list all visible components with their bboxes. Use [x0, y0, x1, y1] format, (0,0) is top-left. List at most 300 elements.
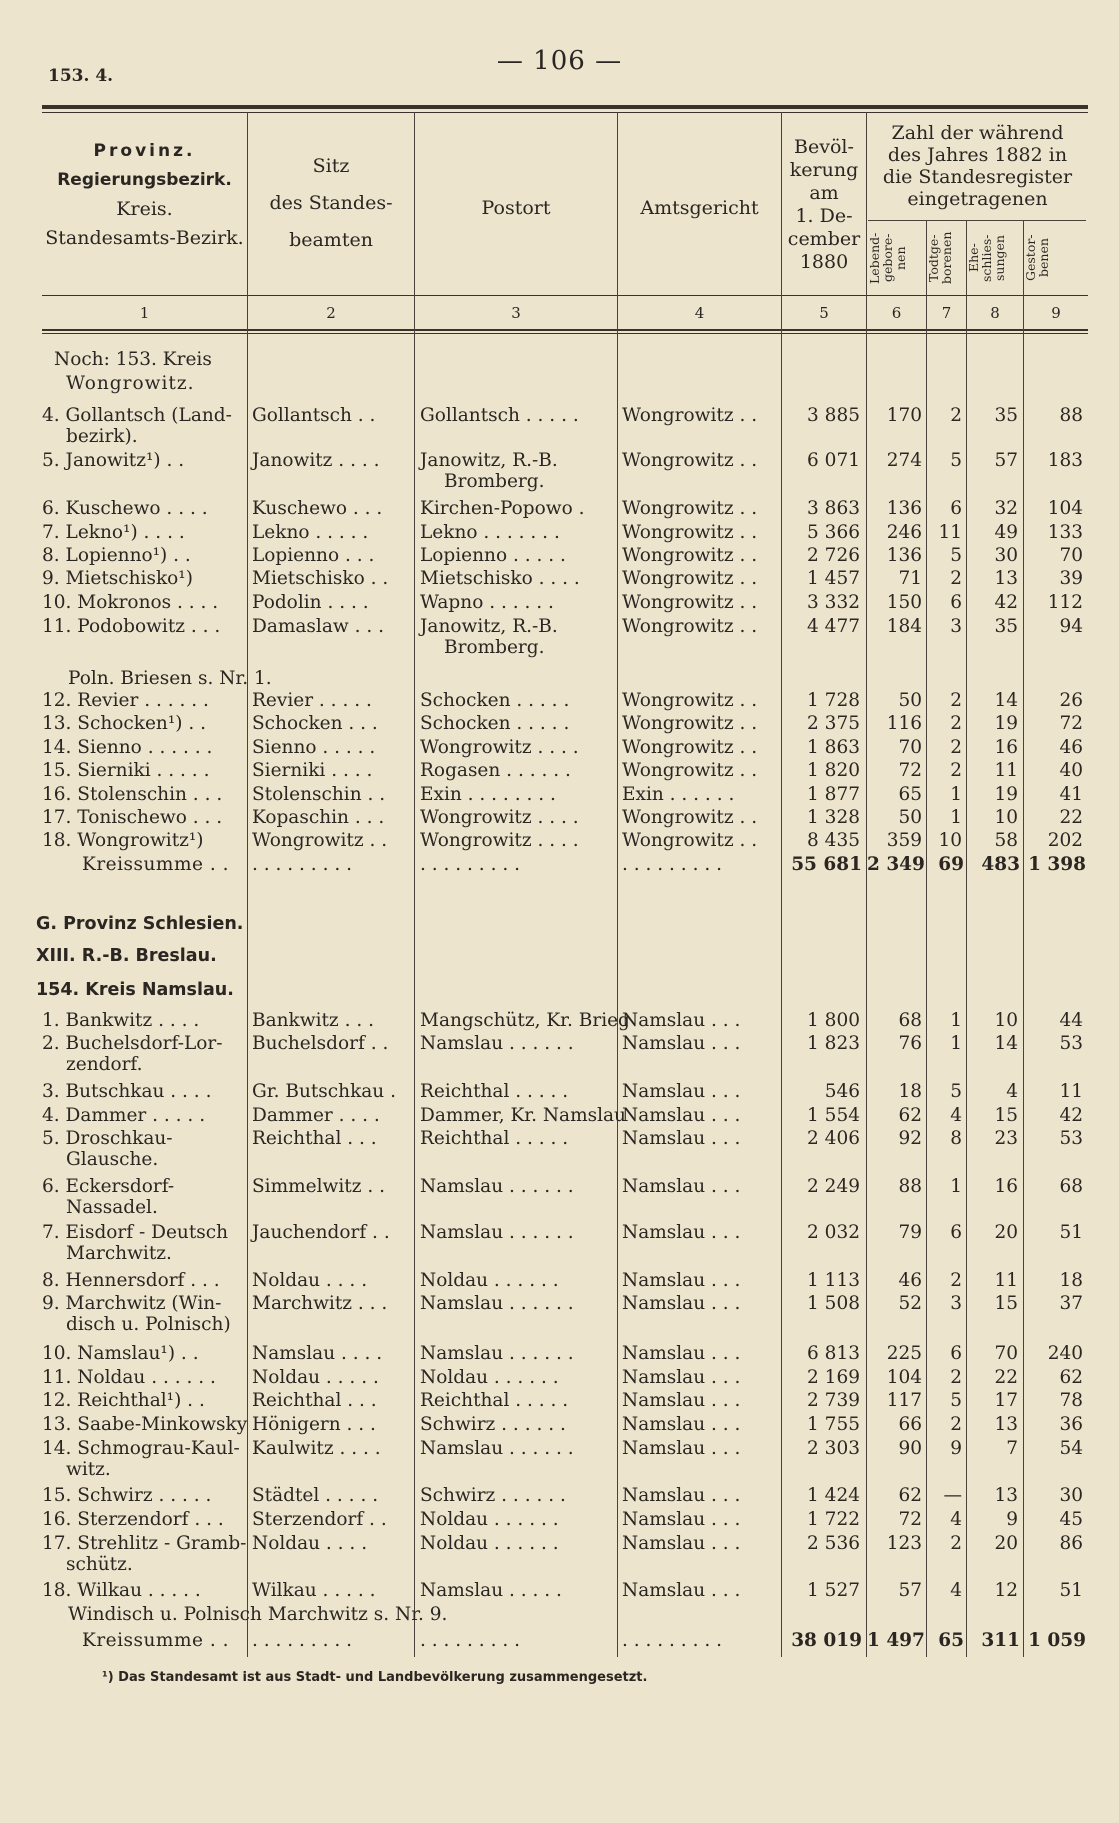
station-name	[42, 1438, 240, 1480]
postort	[420, 545, 566, 566]
value-c5: 2 169	[807, 1367, 860, 1388]
postort-line: Rogasen . . . . . .	[420, 760, 571, 781]
sitz: Marchwitz . . .	[252, 1293, 388, 1314]
value-c7: 1	[950, 784, 962, 805]
value-c9: 133	[1047, 522, 1083, 543]
value-c9: 183	[1047, 450, 1083, 471]
postort	[420, 1010, 630, 1031]
station-name-line: disch u. Polnisch)	[66, 1314, 231, 1335]
value-c8: 20	[994, 1533, 1018, 1554]
postort	[420, 1293, 574, 1314]
value-c5: 546	[824, 1081, 860, 1102]
postort	[420, 522, 560, 543]
value-c8: 13	[994, 1485, 1018, 1506]
postort-line: Schocken . . . . .	[420, 713, 570, 734]
value-c8: 19	[994, 784, 1018, 805]
station-name-line: 16. Stolenschin . . .	[42, 784, 223, 805]
sitz: Hönigern . . .	[252, 1414, 376, 1435]
total-c2: . . . . . . . . .	[252, 854, 352, 875]
value-c6: 123	[886, 1533, 922, 1554]
col1-header	[42, 140, 247, 250]
header-bevoel: Bevöl-	[794, 136, 854, 158]
sitz: Buchelsdorf . .	[252, 1033, 389, 1054]
station-name	[42, 807, 222, 828]
value-c5: 2 303	[807, 1438, 860, 1459]
station-name	[42, 1580, 201, 1601]
postort	[420, 1033, 574, 1054]
station-name-line: 6. Kuschewo . . . .	[42, 498, 208, 519]
col8-header	[967, 224, 1023, 292]
section-provinz-schlesien: G. Provinz Schlesien.	[36, 914, 244, 934]
header-borenen: borenen	[939, 231, 954, 285]
col-line-3	[617, 112, 618, 1657]
value-c9: 42	[1059, 1105, 1083, 1126]
value-c6: 57	[898, 1580, 922, 1601]
group-rule	[868, 220, 1086, 221]
value-c5: 1 424	[807, 1485, 860, 1506]
postort	[420, 713, 569, 734]
header-sungen: sungen	[992, 235, 1007, 281]
value-c6: 62	[898, 1485, 922, 1506]
value-c6: 79	[898, 1222, 922, 1243]
station-name-line: 5. Droschkau-	[42, 1128, 173, 1149]
col6-header	[868, 224, 926, 292]
total-c4: . . . . . . . . .	[622, 1630, 722, 1651]
sitz: Lekno . . . . .	[252, 522, 369, 543]
amtsgericht: Wongrowitz . .	[622, 737, 758, 758]
station-name-line: Nassadel.	[66, 1197, 158, 1218]
station-name	[42, 1222, 228, 1264]
value-c9: 72	[1059, 713, 1083, 734]
postort-line: Janowitz, R.-B.	[420, 450, 558, 471]
postort	[420, 1509, 559, 1530]
amtsgericht: Namslau . . .	[622, 1438, 741, 1459]
section-line-1: Noch: 153. Kreis	[54, 349, 212, 370]
colnum-2: 2	[326, 304, 336, 322]
sitz: Lopienno . . .	[252, 545, 375, 566]
postort	[420, 1390, 568, 1411]
colnum-4: 4	[694, 304, 705, 322]
value-c7: 10	[938, 830, 962, 851]
value-c5: 1 728	[807, 690, 860, 711]
group-line-4: eingetragenen	[907, 188, 1048, 210]
postort	[420, 1580, 562, 1601]
value-c8: 16	[994, 1176, 1018, 1197]
header-regierungsbezirk: Regierungsbezirk.	[57, 170, 232, 190]
postort-line: Exin . . . . . . . .	[420, 784, 556, 805]
value-c6: 92	[898, 1128, 922, 1149]
postort	[420, 1367, 559, 1388]
station-name-line: 8. Lopienno¹) . .	[42, 545, 191, 566]
station-name	[42, 1033, 222, 1075]
postort	[420, 690, 569, 711]
value-c5: 1 527	[807, 1580, 860, 1601]
station-name	[42, 592, 218, 613]
value-c8: 14	[994, 1033, 1018, 1054]
station-name-line: 15. Sierniki . . . . .	[42, 760, 210, 781]
value-c8: 10	[994, 1010, 1018, 1031]
value-c6: 66	[898, 1414, 922, 1435]
sitz: Kaulwitz . . . .	[252, 1438, 381, 1459]
value-c9: 39	[1059, 568, 1083, 589]
station-name-line: 11. Podobowitz . . .	[42, 616, 221, 637]
amtsgericht: Wongrowitz . .	[622, 713, 758, 734]
header-des-standes: des Standes-	[269, 192, 393, 214]
value-c5: 1 457	[807, 568, 860, 589]
total-c7: 65	[938, 1630, 964, 1651]
value-c5: 8 435	[807, 830, 860, 851]
total-c9: 1 059	[1028, 1630, 1086, 1651]
section-kreis-wongrowitz	[54, 348, 212, 396]
value-c7: 2	[950, 405, 962, 426]
sitz: Stolenschin . .	[252, 784, 386, 805]
postort	[420, 784, 556, 805]
value-c9: 37	[1059, 1293, 1083, 1314]
top-rule-thin	[42, 112, 1088, 113]
value-c7: 2	[950, 713, 962, 734]
value-c6: 50	[898, 807, 922, 828]
station-name	[42, 568, 193, 589]
postort	[420, 616, 558, 658]
station-name-line: bezirk).	[66, 426, 138, 447]
sitz: Mietschisko . .	[252, 568, 389, 589]
value-c9: 70	[1059, 545, 1083, 566]
sitz: Damaslaw . . .	[252, 616, 384, 637]
value-c5: 3 863	[807, 498, 860, 519]
station-name-line: 4. Dammer . . . . .	[42, 1105, 206, 1126]
amtsgericht: Namslau . . .	[622, 1343, 741, 1364]
amtsgericht: Wongrowitz . .	[622, 690, 758, 711]
value-c5: 2 032	[807, 1222, 860, 1243]
value-c6: 359	[886, 830, 922, 851]
station-name-line: 15. Schwirz . . . . .	[42, 1485, 212, 1506]
amtsgericht: Namslau . . .	[622, 1128, 741, 1149]
value-c6: 50	[898, 690, 922, 711]
value-c9: 40	[1059, 760, 1083, 781]
value-c5: 2 726	[807, 545, 860, 566]
value-c5: 2 739	[807, 1390, 860, 1411]
station-name-line: 3. Butschkau . . . .	[42, 1081, 212, 1102]
postort	[420, 568, 580, 589]
value-c5: 4 477	[807, 616, 860, 637]
postort-line: Gollantsch . . . . .	[420, 405, 579, 426]
sitz: Namslau . . . .	[252, 1343, 383, 1364]
amtsgericht: Wongrowitz . .	[622, 522, 758, 543]
value-c8: 16	[994, 737, 1018, 758]
postort	[420, 1105, 626, 1126]
header-1880: 1880	[799, 251, 849, 273]
postort	[420, 760, 571, 781]
value-c7: 2	[950, 690, 962, 711]
col2-header	[248, 155, 414, 252]
station-name	[42, 1414, 247, 1435]
value-c8: 57	[994, 450, 1018, 471]
value-c7: 4	[950, 1580, 962, 1601]
station-name-line: 9. Mietschisko¹)	[42, 568, 193, 589]
value-c7: 4	[950, 1509, 962, 1530]
station-name-line: 4. Gollantsch (Land-	[42, 405, 232, 426]
value-c5: 3 332	[807, 592, 860, 613]
value-c9: 41	[1059, 784, 1083, 805]
station-name-line: 16. Sterzendorf . . .	[42, 1509, 224, 1530]
header-sitz: Sitz	[312, 155, 350, 177]
value-c5: 1 554	[807, 1105, 860, 1126]
postort-line: Schocken . . . . .	[420, 690, 570, 711]
amtsgericht: Namslau . . .	[622, 1176, 741, 1197]
sitz: Noldau . . . .	[252, 1270, 368, 1291]
value-c6: 90	[898, 1438, 922, 1459]
value-c6: 274	[886, 450, 922, 471]
postort-line: Namslau . . . . . .	[420, 1293, 574, 1314]
amtsgericht: Wongrowitz . .	[622, 568, 758, 589]
postort	[420, 498, 585, 519]
value-c8: 30	[994, 545, 1018, 566]
value-c5: 1 800	[807, 1010, 860, 1031]
value-c8: 12	[994, 1580, 1018, 1601]
total-c5: 55 681	[791, 854, 862, 875]
value-c6: 46	[898, 1270, 922, 1291]
postort-line: Lekno . . . . . . .	[420, 522, 560, 543]
value-c5: 5 366	[807, 522, 860, 543]
station-name-line: Glausche.	[66, 1149, 159, 1170]
value-c9: 18	[1059, 1270, 1083, 1291]
amtsgericht: Wongrowitz . .	[622, 760, 758, 781]
amtsgericht: Namslau . . .	[622, 1293, 741, 1314]
sitz: Noldau . . . .	[252, 1533, 368, 1554]
station-name-line: 8. Hennersdorf . . .	[42, 1270, 220, 1291]
postort	[420, 1081, 568, 1102]
header-kerung: kerung	[789, 159, 859, 181]
station-name-line: 10. Namslau¹) . .	[42, 1343, 199, 1364]
value-c7: 2	[950, 1270, 962, 1291]
amtsgericht: Namslau . . .	[622, 1533, 741, 1554]
sitz: Revier . . . . .	[252, 690, 372, 711]
value-c9: 240	[1047, 1343, 1083, 1364]
value-c7: 6	[950, 1343, 962, 1364]
header-gestor: Gestor-	[1023, 234, 1038, 282]
amtsgericht: Wongrowitz . .	[622, 450, 758, 471]
total-c9: 1 398	[1028, 854, 1086, 875]
amtsgericht: Namslau . . .	[622, 1010, 741, 1031]
col9-header	[1024, 224, 1088, 292]
postort	[420, 1414, 566, 1435]
value-c5: 1 722	[807, 1509, 860, 1530]
value-c8: 13	[994, 1414, 1018, 1435]
station-name-line: 14. Sienno . . . . . .	[42, 737, 213, 758]
colnum-1: 1	[139, 304, 150, 322]
station-name-line: 12. Revier . . . . . .	[42, 690, 209, 711]
value-c8: 10	[994, 807, 1018, 828]
value-c5: 1 755	[807, 1414, 860, 1435]
kreissumme-label: Kreissumme . .	[82, 1630, 229, 1651]
header-todtge: Todtge-	[926, 234, 941, 282]
postort-line: Mangschütz, Kr. Brieg	[420, 1010, 630, 1031]
station-name	[42, 1509, 224, 1530]
value-c7: —	[943, 1485, 962, 1506]
header-ehe: Ehe-	[966, 243, 981, 273]
sitz: Kuschewo . . .	[252, 498, 383, 519]
header-standesamts-bezirk: Standesamts-Bezirk.	[45, 227, 244, 249]
value-c6: 68	[898, 1010, 922, 1031]
value-c6: 76	[898, 1033, 922, 1054]
value-c8: 7	[1006, 1438, 1018, 1459]
station-name	[42, 545, 191, 566]
station-name-line: 18. Wongrowitz¹)	[42, 830, 204, 851]
station-name	[42, 713, 206, 734]
station-name	[42, 784, 222, 805]
value-c5: 3 885	[807, 405, 860, 426]
postort	[420, 1176, 574, 1197]
station-name-line: 2. Buchelsdorf-Lor-	[42, 1033, 223, 1054]
col4-header: Amtsgericht	[640, 197, 759, 219]
value-c7: 6	[950, 592, 962, 613]
value-c7: 2	[950, 1414, 962, 1435]
station-name	[42, 1128, 173, 1170]
header-benen: benen	[1036, 238, 1051, 278]
sitz: Sierniki . . . .	[252, 760, 373, 781]
postort	[420, 807, 579, 828]
value-c9: 11	[1059, 1081, 1083, 1102]
sitz: Simmelwitz . .	[252, 1176, 385, 1197]
value-c6: 88	[898, 1176, 922, 1197]
station-name-line: 17. Tonischewo . . .	[42, 807, 223, 828]
station-name-line: schütz.	[66, 1554, 133, 1575]
value-c6: 170	[886, 405, 922, 426]
amtsgericht: Wongrowitz . .	[622, 807, 758, 828]
footnote: ¹) Das Standesamt ist aus Stadt- und Landbevölkerung zusammengesetzt.	[102, 1670, 648, 1685]
postort-line: Namslau . . . . .	[420, 1580, 562, 1601]
postort-line: Wongrowitz . . . .	[420, 830, 579, 851]
total-c2: . . . . . . . . .	[252, 1630, 352, 1651]
sitz: Reichthal . . .	[252, 1128, 377, 1149]
value-c5: 1 508	[807, 1293, 860, 1314]
postort	[420, 1128, 568, 1149]
total-c3: . . . . . . . . .	[420, 1630, 520, 1651]
station-name	[42, 1485, 211, 1506]
station-name-line: Marchwitz.	[66, 1243, 172, 1264]
value-c8: 4	[1006, 1081, 1018, 1102]
amtsgericht: Wongrowitz . .	[622, 616, 758, 637]
postort-line: Schwirz . . . . . .	[420, 1485, 566, 1506]
colnum-6: 6	[891, 304, 902, 322]
postort-line: Noldau . . . . . .	[420, 1509, 559, 1530]
station-name	[42, 737, 212, 758]
sitz: Janowitz . . . .	[252, 450, 380, 471]
value-c8: 58	[994, 830, 1018, 851]
value-c7: 2	[950, 1367, 962, 1388]
value-c8: 15	[994, 1105, 1018, 1126]
amtsgericht: Namslau . . .	[622, 1270, 741, 1291]
station-name-line: 13. Saabe-Minkowsky	[42, 1414, 248, 1435]
value-c6: 150	[886, 592, 922, 613]
postort	[420, 405, 579, 426]
amtsgericht: Namslau . . .	[622, 1367, 741, 1388]
group-line-1: Zahl der während	[891, 122, 1064, 144]
value-c6: 70	[898, 737, 922, 758]
header-gebore: gebore-	[880, 233, 895, 283]
value-c7: 2	[950, 760, 962, 781]
header-nen: nen	[893, 246, 908, 270]
station-name-line: 6. Eckersdorf-	[42, 1176, 175, 1197]
amtsgericht: Namslau . . .	[622, 1081, 741, 1102]
value-c8: 17	[994, 1390, 1018, 1411]
value-c6: 246	[886, 522, 922, 543]
amtsgericht: Namslau . . .	[622, 1033, 741, 1054]
value-c9: 46	[1059, 737, 1083, 758]
postort-line: Namslau . . . . . .	[420, 1222, 574, 1243]
value-c6: 136	[886, 498, 922, 519]
value-c7: 6	[950, 498, 962, 519]
postort-line: Mietschisko . . . .	[420, 568, 580, 589]
value-c9: 88	[1059, 405, 1083, 426]
colnum-7: 7	[941, 304, 952, 322]
station-name-line: 12. Reichthal¹) . .	[42, 1390, 205, 1411]
station-name	[42, 1390, 205, 1411]
value-c7: 5	[950, 1081, 962, 1102]
header-lebend: Lebend-	[867, 232, 882, 284]
value-c9: 22	[1059, 807, 1083, 828]
station-name	[42, 498, 208, 519]
station-name-line: zendorf.	[66, 1054, 143, 1075]
station-name-line: Windisch u. Polnisch Marchwitz s. Nr. 9.	[68, 1604, 448, 1625]
sitz: Kopaschin . . .	[252, 807, 385, 828]
postort-line: Noldau . . . . . .	[420, 1533, 559, 1554]
value-c6: 72	[898, 1509, 922, 1530]
station-name-line: 9. Marchwitz (Win-	[42, 1293, 222, 1314]
station-name	[42, 1176, 174, 1218]
value-c6: 72	[898, 760, 922, 781]
sitz: Noldau . . . . .	[252, 1367, 379, 1388]
station-name-line: 11. Noldau . . . . . .	[42, 1367, 216, 1388]
value-c9: 104	[1047, 498, 1083, 519]
postort-line: Namslau . . . . . .	[420, 1176, 574, 1197]
amtsgericht: Wongrowitz . .	[622, 498, 758, 519]
group-line-3: die Standesregister	[882, 166, 1073, 188]
station-name	[42, 405, 232, 447]
sitz: Sienno . . . . .	[252, 737, 376, 758]
value-c5: 1 113	[807, 1270, 860, 1291]
postort-line: Dammer, Kr. Namslau	[420, 1105, 626, 1126]
group-line-2: des Jahres 1882 in	[887, 144, 1068, 166]
amtsgericht: Namslau . . .	[622, 1509, 741, 1530]
value-c8: 11	[994, 1270, 1018, 1291]
postort-line: Schwirz . . . . . .	[420, 1414, 566, 1435]
header-am: am	[809, 182, 839, 204]
value-c5: 1 328	[807, 807, 860, 828]
col3-header: Postort	[481, 197, 551, 219]
value-c8: 11	[994, 760, 1018, 781]
amtsgericht: Namslau . . .	[622, 1222, 741, 1243]
value-c8: 13	[994, 568, 1018, 589]
value-c9: 62	[1059, 1367, 1083, 1388]
postort-line: Reichthal . . . . .	[420, 1390, 569, 1411]
postort	[420, 592, 554, 613]
top-rule	[42, 105, 1088, 109]
postort	[420, 1533, 559, 1554]
value-c9: 112	[1047, 592, 1083, 613]
station-name-line: 18. Wilkau . . . . .	[42, 1580, 201, 1601]
colnum-3: 3	[511, 304, 521, 322]
station-name	[42, 1343, 199, 1364]
station-name-line: 7. Lekno¹) . . . .	[42, 522, 185, 543]
value-c7: 4	[950, 1105, 962, 1126]
col7-header	[927, 224, 966, 292]
postort	[420, 830, 579, 851]
value-c7: 1	[950, 1033, 962, 1054]
sitz: Reichthal . . .	[252, 1390, 377, 1411]
value-c6: 52	[898, 1293, 922, 1314]
sitz: Jauchendorf . .	[252, 1222, 390, 1243]
